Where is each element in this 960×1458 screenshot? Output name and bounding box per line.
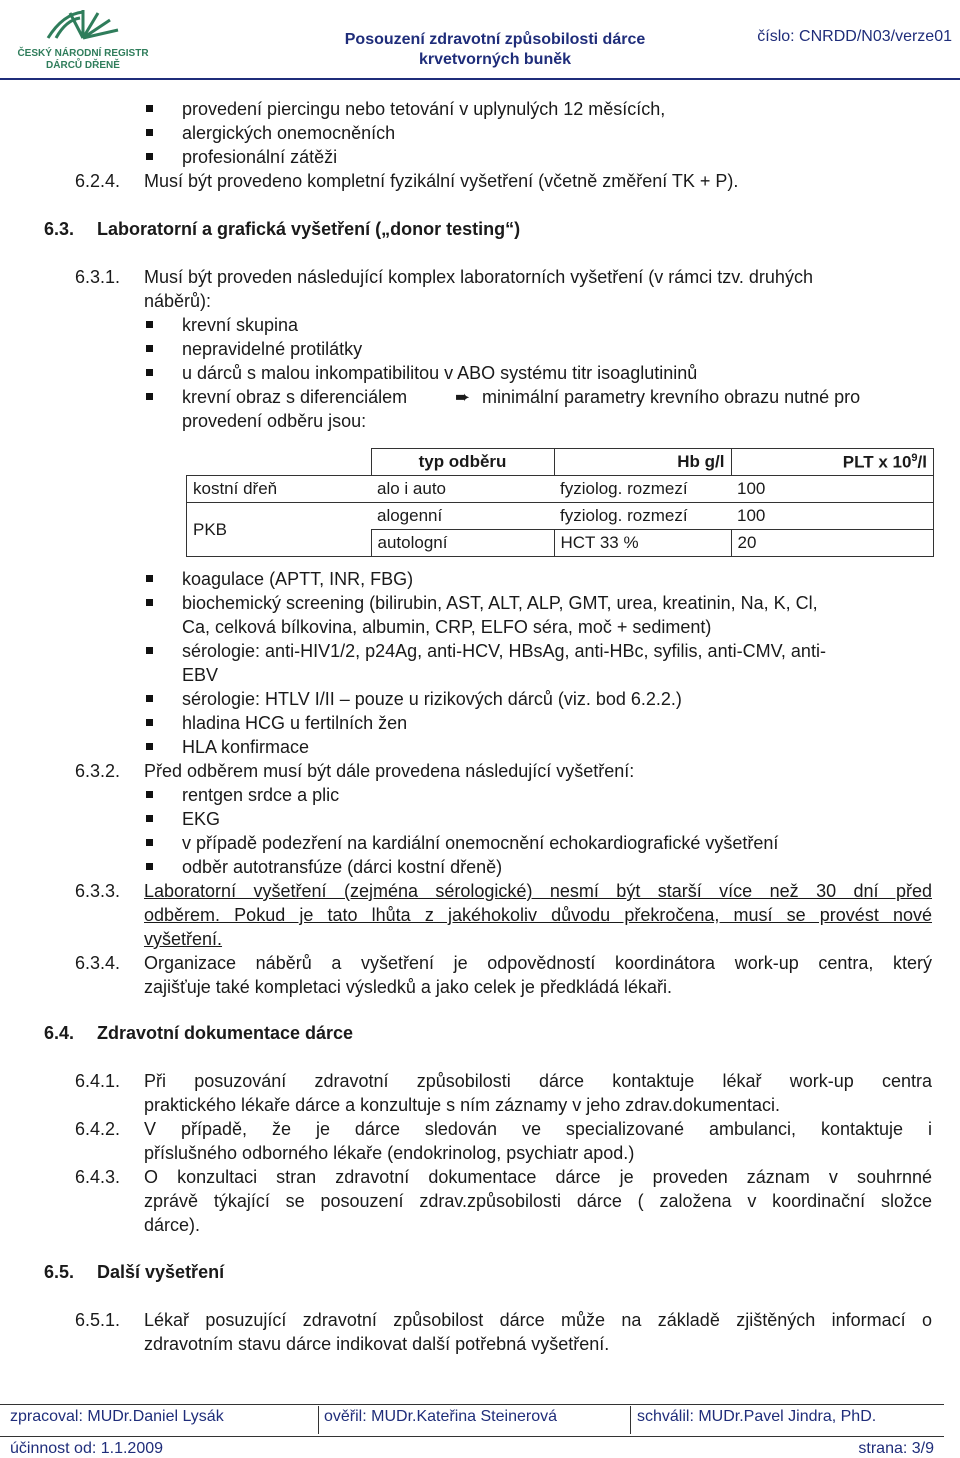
list-item: HLA konfirmace	[182, 737, 310, 757]
title-line1: Posouzení zdravotní způsobilosti dárce	[344, 31, 646, 48]
footer-approved: schválil: MUDr.Pavel Jindra, PhD.	[637, 1408, 877, 1425]
section-number: 6.5.1.	[75, 1310, 121, 1330]
bullet-icon	[146, 321, 153, 328]
bullet-icon	[146, 719, 153, 726]
list-item: u dárců s malou inkompatibilitou v ABO systému titr isoaglutininů	[182, 363, 698, 383]
bullet-icon	[146, 153, 153, 160]
list-item: provedení odběru jsou:	[182, 411, 367, 431]
logo-text-line1: ČESKÝ NÁRODNÍ REGISTR	[17, 48, 149, 59]
bullet-icon	[146, 393, 153, 400]
table-cell: 100	[731, 503, 934, 530]
list-item: rentgen srdce a plic	[182, 785, 340, 805]
table-cell: 20	[731, 530, 934, 557]
table-cell: autologní	[371, 530, 554, 557]
bullet-icon	[146, 839, 153, 846]
section-text: O konzultaci stran zdravotní dokumentace dárce je proveden záznam v souhrnné	[144, 1167, 932, 1187]
table-cell: HCT 33 %	[554, 530, 731, 557]
list-item: odběr autotransfúze (dárci kostní dřeně)	[182, 857, 503, 877]
section-number: 6.4.2.	[75, 1119, 121, 1139]
section-text: Před odběrem musí být dále provedena následující vyšetření:	[144, 761, 635, 781]
table-cell: kostní dřeň	[187, 476, 372, 503]
bullet-icon	[146, 815, 153, 822]
footer-effective-date: účinnost od: 1.1.2009	[10, 1440, 164, 1457]
heading-number: 6.5.	[44, 1262, 75, 1282]
section-text: Laboratorní vyšetření (zejména sérologické) nesmí být starší více než 30 dní před	[144, 881, 932, 901]
section-text: V případě, že je dárce sledován ve specializované ambulanci, kontaktuje i	[144, 1119, 932, 1139]
list-item: nepravidelné protilátky	[182, 339, 363, 359]
list-item: alergických onemocněních	[182, 123, 396, 143]
section-number: 6.4.3.	[75, 1167, 121, 1187]
bullet-icon	[146, 575, 153, 582]
list-item: EKG	[182, 809, 221, 829]
list-item: krevní skupina	[182, 315, 299, 335]
bullet-icon	[146, 345, 153, 352]
section-text: odběrem. Pokud je tato lhůta z jakéhokoliv důvodu překročena, musí se provést nové	[144, 905, 932, 925]
bullet-icon	[146, 369, 153, 376]
footer-divider	[0, 1436, 944, 1437]
footer-separator	[630, 1406, 631, 1434]
table-header-cell	[187, 449, 372, 476]
section-number: 6.3.1.	[75, 267, 121, 287]
list-item: EBV	[182, 665, 219, 685]
list-item: krevní obraz s diferenciálem	[182, 387, 408, 407]
section-number: 6.4.1.	[75, 1071, 121, 1091]
list-item: profesionální zátěži	[182, 147, 338, 167]
document-title	[300, 30, 690, 70]
table-cell: 100	[731, 476, 934, 503]
bullet-icon	[146, 791, 153, 798]
section-number: 6.3.4.	[75, 953, 121, 973]
registry-logo	[8, 4, 158, 72]
section-text: Musí být proveden následující komplex laboratorních vyšetření (v rámci tzv. druhých	[144, 267, 813, 287]
heading-number: 6.4.	[44, 1023, 75, 1043]
plt-unit-exponent: 9	[911, 451, 918, 464]
list-item: provedení piercingu nebo tetování v uplynulých 12 měsících,	[182, 99, 666, 119]
heading-number: 6.3.	[44, 219, 75, 239]
table-row	[187, 503, 934, 530]
table-cell: alogenní	[371, 503, 554, 530]
blood-parameters-table	[186, 448, 934, 557]
list-item: v případě podezření na kardiální onemocnění echokardiografické vyšetření	[182, 833, 779, 853]
section-text: zajišťuje také kompletaci výsledků a jako celek je předkládá lékaři.	[144, 977, 673, 997]
footer-page-number: strana: 3/9	[858, 1440, 934, 1457]
table-header-cell: typ odběru	[371, 449, 554, 476]
table-cell: PKB	[187, 503, 372, 557]
list-item: Ca, celková bílkovina, albumin, CRP, ELFO séra, moč + sediment)	[182, 617, 712, 637]
arrow-icon: ➨	[455, 387, 471, 407]
bullet-icon	[146, 743, 153, 750]
section-heading: Laboratorní a grafická vyšetření („donor testing“)	[97, 219, 521, 239]
list-item: sérologie: HTLV I/II – pouze u rizikových dárců (viz. bod 6.2.2.)	[182, 689, 682, 709]
section-text: Při posuzování zdravotní způsobilosti dárce kontaktuje lékař work-up centra	[144, 1071, 932, 1091]
section-number: 6.3.2.	[75, 761, 121, 781]
footer-separator	[318, 1406, 319, 1434]
table-row	[187, 476, 934, 503]
section-text: dárce).	[144, 1215, 201, 1235]
section-text: náběrů):	[144, 291, 212, 311]
bullet-icon	[146, 863, 153, 870]
section-text: příslušného odborného lékaře (endokrinolog, psychiatr apod.)	[144, 1143, 635, 1163]
header-divider	[0, 78, 960, 80]
document-number: číslo: CNRDD/N03/verze01	[757, 28, 952, 45]
table-header-cell: Hb g/l	[554, 449, 731, 476]
footer-divider	[0, 1404, 944, 1405]
list-item: koagulace (APTT, INR, FBG)	[182, 569, 414, 589]
section-text: zprávě týkající se posouzení zdrav.způsobilosti dárce ( založena v koordinační složce	[144, 1191, 932, 1211]
footer-prepared: zpracoval: MUDr.Daniel Lysák	[10, 1408, 224, 1425]
table-header-row	[187, 449, 934, 476]
bullet-icon	[146, 129, 153, 136]
section-text: zdravotním stavu dárce indikovat další potřebná vyšetření.	[144, 1334, 610, 1354]
list-item: sérologie: anti-HIV1/2, p24Ag, anti-HCV, HBsAg, anti-HBc, syfilis, anti-CMV, anti-	[182, 641, 826, 661]
list-item: hladina HCG u fertilních žen	[182, 713, 408, 733]
table-cell: fyziolog. rozmezí	[554, 503, 731, 530]
logo-text-line2: DÁRCŮ DŘENĚ	[46, 60, 120, 71]
section-number: 6.3.3.	[75, 881, 121, 901]
plt-unit-suffix: /l	[917, 452, 927, 472]
section-text: praktického lékaře dárce a konzultuje s ním záznamy v jeho zdrav.dokumentaci.	[144, 1095, 780, 1115]
bullet-icon	[146, 695, 153, 702]
bullet-icon	[146, 599, 153, 606]
table-cell: alo i auto	[371, 476, 554, 503]
section-number: 6.2.4.	[75, 171, 121, 191]
table-cell: fyziolog. rozmezí	[554, 476, 731, 503]
table-header-cell	[731, 449, 934, 476]
section-heading: Další vyšetření	[97, 1262, 225, 1282]
bullet-icon	[146, 647, 153, 654]
footer-verified: ověřil: MUDr.Kateřina Steinerová	[324, 1408, 557, 1425]
plt-unit-base: PLT x 10	[842, 452, 912, 472]
bullet-icon	[146, 105, 153, 112]
section-heading: Zdravotní dokumentace dárce	[97, 1023, 354, 1043]
section-text: Organizace náběrů a vyšetření je odpovědností koordinátora work-up centra, který	[144, 953, 932, 973]
list-item: biochemický screening (bilirubin, AST, ALT, ALP, GMT, urea, kreatinin, Na, K, Cl,	[182, 593, 818, 613]
section-text: vyšetření.	[144, 929, 223, 949]
section-text: Musí být provedeno kompletní fyzikální vyšetření (včetně změření TK + P).	[144, 171, 739, 191]
list-item: minimální parametry krevního obrazu nutné pro	[482, 387, 861, 407]
title-line2: krvetvorných buněk	[418, 51, 572, 68]
sunburst-logo-icon	[8, 4, 158, 72]
section-text: Lékař posuzující zdravotní způsobilost dárce může na základě zjištěných informací o	[144, 1310, 932, 1330]
